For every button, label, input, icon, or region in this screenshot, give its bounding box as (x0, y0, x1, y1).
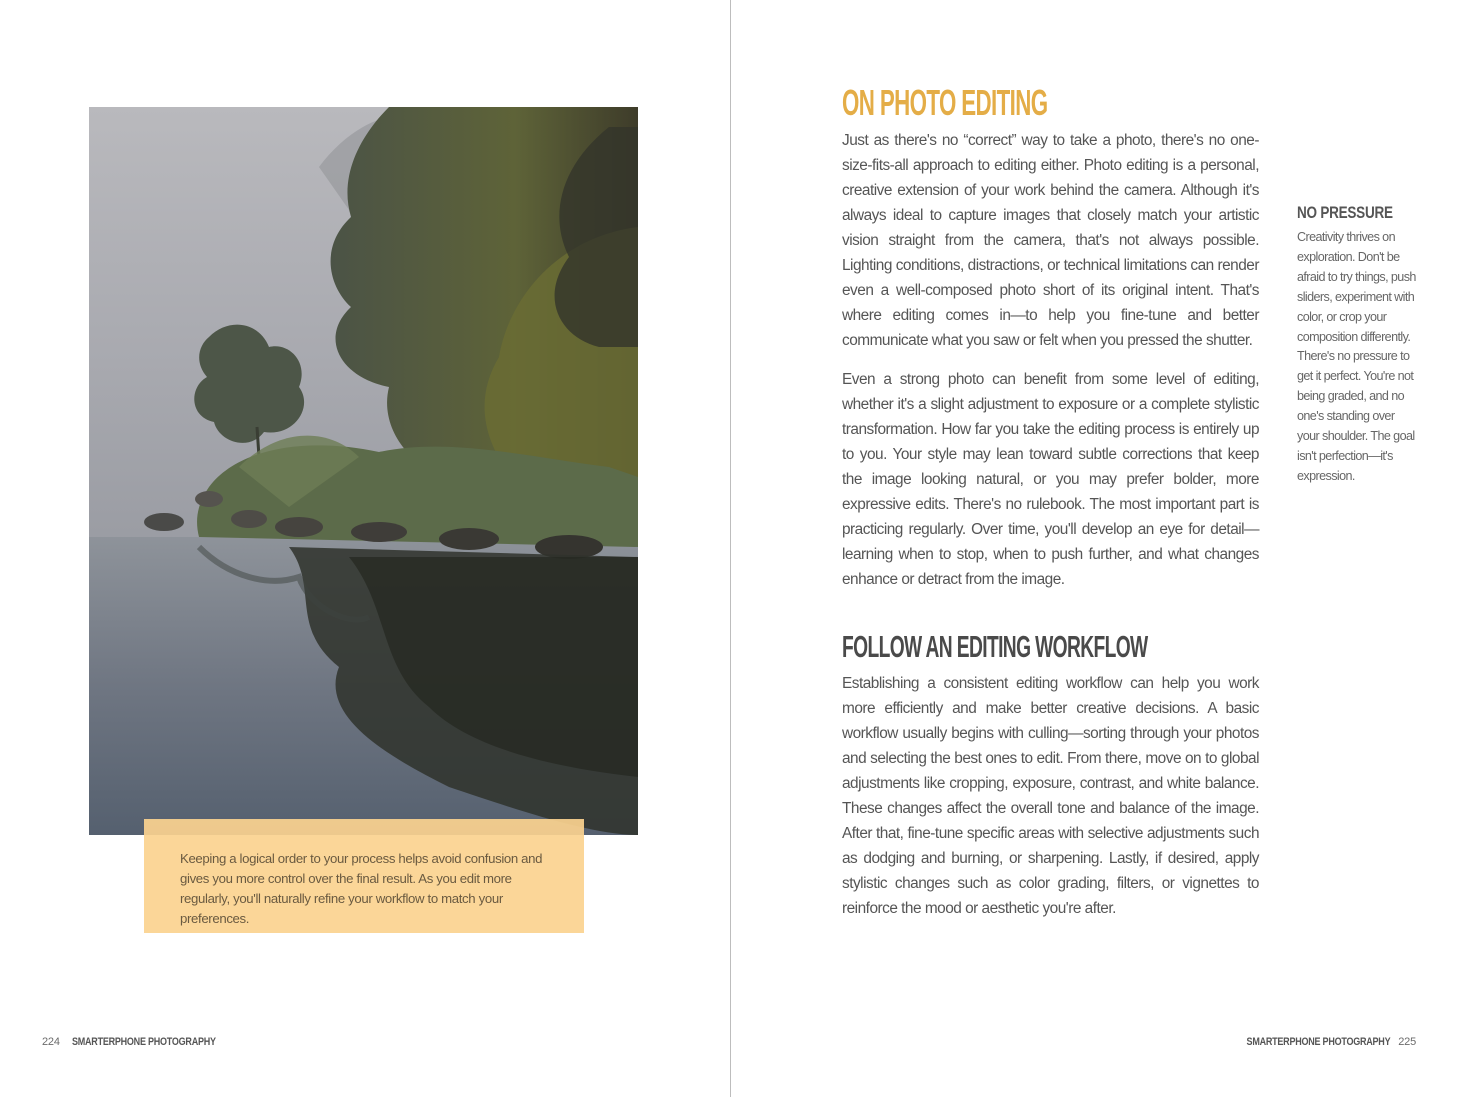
workflow-paragraph: Establishing a consistent editing workflow can help you work more efficiently and make better creative decisions. A basic workflow usually begins with culling—sorting through your photos and selecting the best ones to edit. From there, move on to global adjustments like cropping, exposure, contrast, and white balance. These changes affect the overall tone and balance of the image. After that, fine-tune specific areas with selective adjustments such as dodging and burning, or sharpening. Lastly, if desired, apply stylistic changes such as color grading, filters, or vignettes to reinforce the mood or aesthetic you're after. (842, 675, 1259, 917)
sidebar-text: Creativity thrives on exploration. Don't be afraid to try things, push sliders, experiment with color, or crop your composition differently. There's no pressure to get it perfect. You're not being graded, and no one's standing over your shoulder. The goal isn't perfection—it's expression. (1297, 230, 1416, 483)
sidebar-title: NO PRESSURE (1297, 204, 1393, 222)
misty-lake-image (89, 107, 638, 835)
left-running-title: SMARTERPHONE PHOTOGRAPHY (71, 1036, 216, 1048)
workflow-body-text (842, 671, 1259, 921)
caption-box (144, 819, 584, 933)
body-paragraph-2: Even a strong photo can benefit from some level of editing, whether it's a slight adjustment to exposure or a complete stylistic transformation. How far you take the editing process is entirely up to you. Your style may lean toward subtle corrections that keep the image looking natural, or you may prefer bolder, more expressive edits. There's no rulebook. The most important part is practicing regularly. Over time, you'll develop an eye for detail—learning when to stop, when to push further, and what changes enhance or detract from the image. (842, 371, 1259, 588)
left-folio (42, 1036, 247, 1048)
right-folio (1215, 1036, 1416, 1048)
editing-body-text (842, 128, 1259, 592)
body-paragraph-1: Just as there's no “correct” way to take a photo, there's no one-size-fits-all approach to editing either. Photo editing is a personal, creative extension of your work behind the camera. Although it's always ideal to capture images that closely match your artistic vision straight from the camera, that's not always possible. Lighting conditions, distractions, or technical limitations can render even a well-composed photo short of its original intent. That's where editing comes in—to help you fine-tune and better communicate what you saw or felt when you pressed the shutter. (842, 132, 1259, 349)
photo-caption: Keeping a logical order to your process helps avoid confusion and gives you more control over the final result. As you edit more regularly, you'll naturally refine your workflow to match your preferences. (180, 851, 543, 926)
right-running-title: SMARTERPHONE PHOTOGRAPHY (1246, 1036, 1391, 1048)
lake-tree-photo (89, 107, 638, 835)
right-page-number: 225 (1398, 1036, 1416, 1048)
workflow-subheading: FOLLOW AN EDITING WORKFLOW (842, 629, 1148, 664)
section-heading: ON PHOTO EDITING (842, 82, 1048, 123)
left-page-number: 224 (42, 1036, 60, 1048)
spine-divider (730, 0, 731, 1097)
